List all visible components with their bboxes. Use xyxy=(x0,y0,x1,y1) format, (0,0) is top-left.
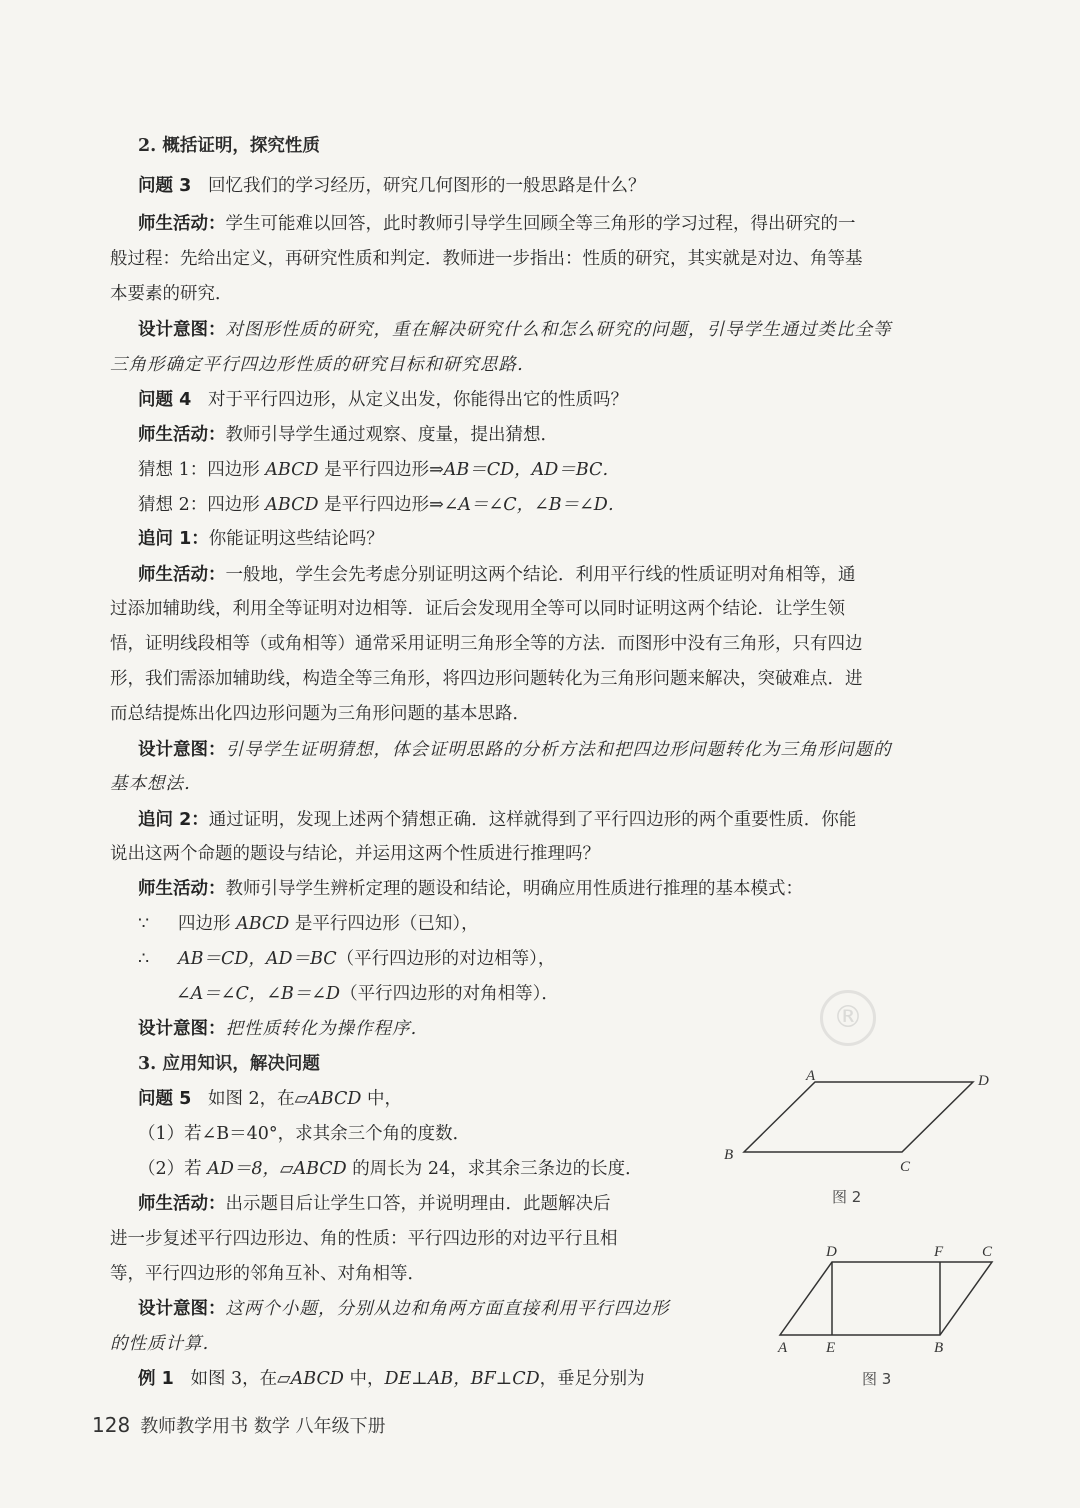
intent-2-line-2: 基本想法． xyxy=(110,774,203,794)
figure-2-caption: 图 2 xyxy=(832,1188,862,1206)
vertex-label-d: D xyxy=(826,1244,837,1260)
activity-1-line-3: 本要素的研究． xyxy=(110,284,233,304)
activity-5-line-3: 等，平行四边形的邻角互补、对角相等． xyxy=(110,1264,425,1284)
figure-3-parallelogram xyxy=(770,1240,1010,1360)
question-5-item-2: （2）若 AD＝8，▱ABCD 的周长为 24，求其余三条边的长度． xyxy=(138,1159,643,1179)
vertex-label-f: F xyxy=(934,1244,944,1260)
figure-2-parallelogram xyxy=(720,1065,1000,1175)
proof-line-1: ∵ 四边形 ABCD 是平行四边形（已知）， xyxy=(138,914,479,934)
activity-3-line-1: 师生活动：一般地，学生会先考虑分别证明这两个结论．利用平行线的性质证明对角相等，通 xyxy=(138,565,856,585)
intent-3: 设计意图：把性质转化为操作程序． xyxy=(138,1019,429,1039)
activity-5-line-1: 师生活动：出示题目后让学生口答，并说明理由．此题解决后 xyxy=(138,1194,611,1214)
intent-1-line-2: 三角形确定平行四边形性质的研究目标和研究思路． xyxy=(110,355,536,375)
question-4: 问题 4 对于平行四边形，从定义出发，你能得出它的性质吗？ xyxy=(138,390,628,410)
question-label: 问题 3 xyxy=(138,176,192,196)
activity-5-line-2: 进一步复述平行四边形边、角的性质：平行四边形的对边平行且相 xyxy=(110,1229,618,1249)
section-heading-2: 2. 概括证明，探究性质 xyxy=(138,136,320,156)
section-heading-3: 3. 应用知识，解决问题 xyxy=(138,1054,320,1074)
parallelogram-abcd xyxy=(780,1262,992,1335)
activity-2: 师生活动：教师引导学生通过观察、度量，提出猜想． xyxy=(138,425,558,445)
vertex-label-b: B xyxy=(934,1340,944,1356)
activity-1-line-2: 般过程：先给出定义，再研究性质和判定．教师进一步指出：性质的研究，其实就是对边、角等基 xyxy=(110,249,863,269)
activity-3-line-3: 悟，证明线段相等（或角相等）通常采用证明三角形全等的方法．而图形中没有三角形，只有四边 xyxy=(110,634,863,654)
follow-up-2-line-2: 说出这两个命题的题设与结论，并运用这两个性质进行推理吗？ xyxy=(110,844,600,864)
activity-4: 师生活动：教师引导学生辨析定理的题设和结论，明确应用性质进行推理的基本模式： xyxy=(138,879,803,899)
activity-label: 师生活动： xyxy=(138,214,226,234)
example-1: 例 1 如图 3，在▱ABCD 中，DE⊥AB，BF⊥CD，垂足分别为 xyxy=(138,1369,645,1389)
therefore-symbol: ∴ xyxy=(138,949,150,969)
follow-up-2-line-1: 追问 2：通过证明，发现上述两个猜想正确．这样就得到了平行四边形的两个重要性质．你能 xyxy=(138,810,857,830)
intent-4-line-2: 的性质计算． xyxy=(110,1334,221,1354)
page-number: 128 xyxy=(92,1413,131,1437)
figure-3-caption: 图 3 xyxy=(862,1370,892,1388)
activity-3-line-4: 形，我们需添加辅助线，构造全等三角形，将四边形问题转化为三角形问题来解决，突破难点．进 xyxy=(110,669,863,689)
registered-watermark-icon: ® xyxy=(820,990,876,1046)
activity-3-line-5: 而总结提炼出化四边形问题为三角形问题的基本思路． xyxy=(110,704,530,724)
question-5-item-1: （1）若∠B＝40°，求其余三个角的度数． xyxy=(138,1124,471,1144)
because-symbol: ∵ xyxy=(138,914,150,934)
question-label: 问题 4 xyxy=(138,390,192,410)
vertex-label-e: E xyxy=(826,1340,836,1356)
vertex-label-c: C xyxy=(982,1244,993,1260)
book-title: 教师教学用书 数学 八年级下册 xyxy=(140,1416,386,1437)
page-footer xyxy=(92,1412,386,1438)
proof-line-2: ∴ AB＝CD，AD＝BC（平行四边形的对边相等）， xyxy=(138,949,556,969)
guess-2: 猜想 2：四边形 ABCD 是平行四边形⇒∠A＝∠C，∠B＝∠D． xyxy=(138,495,626,515)
proof-line-3: ∠A＝∠C，∠B＝∠D（平行四边形的对角相等）． xyxy=(176,984,559,1004)
question-text: 回忆我们的学习经历，研究几何图形的一般思路是什么？ xyxy=(207,176,646,196)
follow-up-1: 追问 1：你能证明这些结论吗？ xyxy=(138,529,384,549)
intent-4-line-1: 设计意图：这两个小题，分别从边和角两方面直接利用平行四边形 xyxy=(138,1299,670,1319)
activity-1-line-1: 师生活动：学生可能难以回答，此时教师引导学生回顾全等三角形的学习过程，得出研究的一 xyxy=(138,214,856,234)
parallelogram-abcd xyxy=(744,1082,973,1152)
question-3 xyxy=(138,174,645,198)
vertex-label-c: C xyxy=(900,1159,911,1175)
guess-1: 猜想 1：四边形 ABCD 是平行四边形⇒AB＝CD，AD＝BC． xyxy=(138,460,620,480)
question-5: 问题 5 如图 2，在▱ABCD 中， xyxy=(138,1089,402,1109)
vertex-label-a: A xyxy=(778,1340,788,1356)
vertex-label-b: B xyxy=(724,1147,734,1163)
activity-3-line-2: 过添加辅助线，利用全等证明对边相等．证后会发现用全等可以同时证明这两个结论．让学生领 xyxy=(110,599,845,619)
intent-2-line-1: 设计意图：引导学生证明猜想，体会证明思路的分析方法和把四边形问题转化为三角形问题的 xyxy=(138,740,892,760)
intent-label: 设计意图： xyxy=(138,320,226,340)
vertex-label-a: A xyxy=(806,1068,816,1084)
vertex-label-d: D xyxy=(978,1073,989,1089)
intent-1-line-1: 设计意图：对图形性质的研究，重在解决研究什么和怎么研究的问题，引导学生通过类比全等 xyxy=(138,320,892,340)
